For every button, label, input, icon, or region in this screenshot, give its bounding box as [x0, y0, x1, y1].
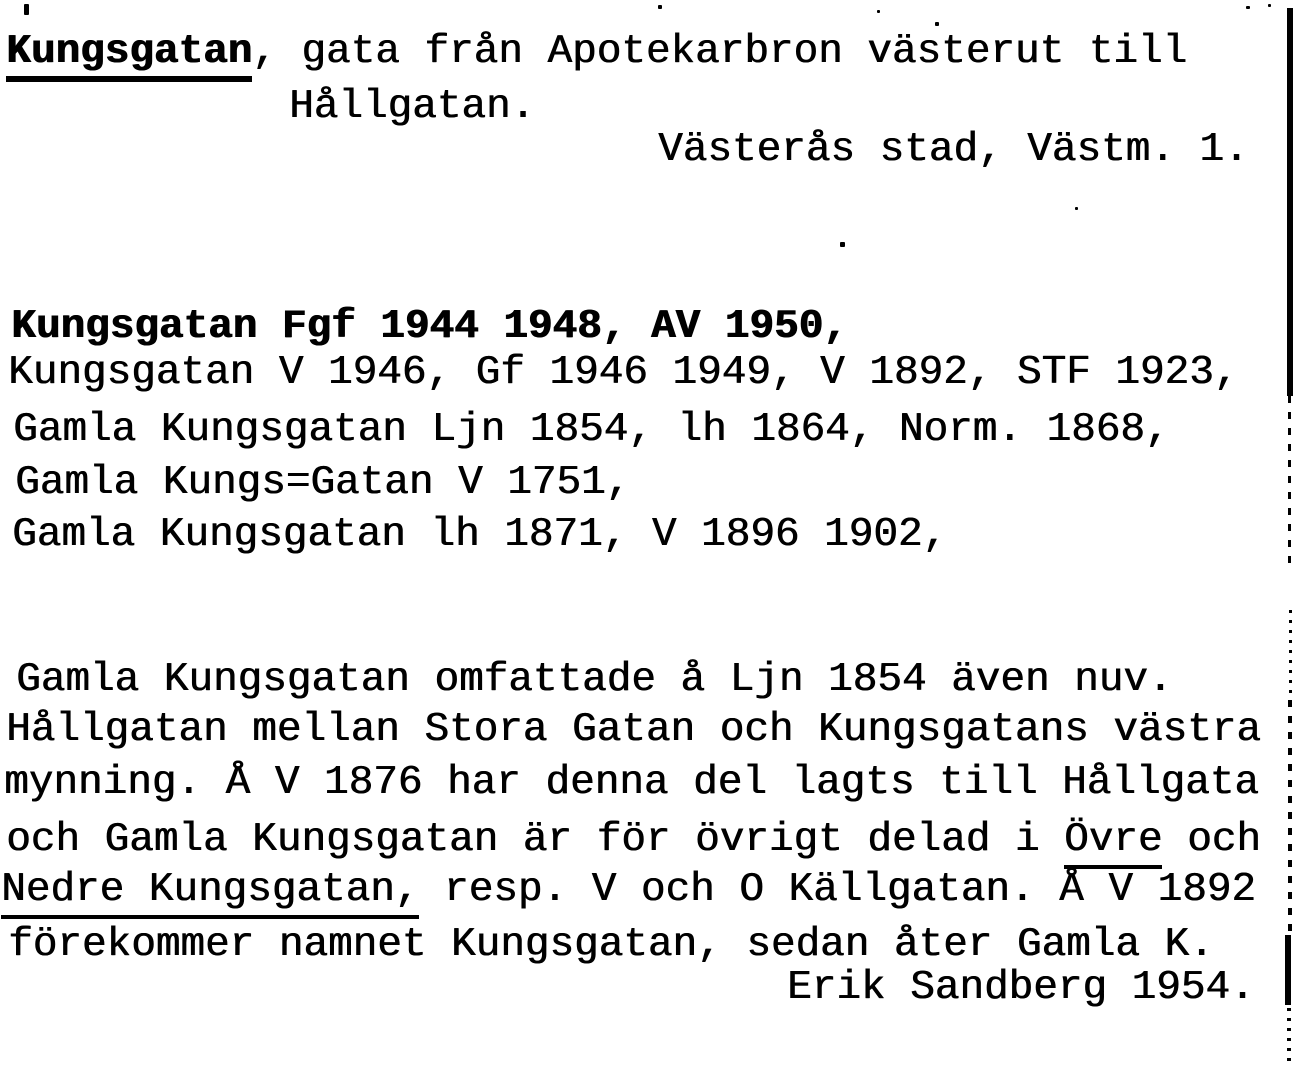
note-line-4 [6, 816, 1261, 864]
scan-speck [24, 4, 29, 15]
note-line-4-underlined: Övre [1064, 817, 1162, 869]
entry-title: Kungsgatan [6, 29, 252, 82]
note-line-6: förekommer namnet Kungsgatan, sedan åter Gamla K. [8, 922, 1214, 968]
header-line-2: Hållgatan. [289, 84, 536, 130]
scan-speck [840, 242, 845, 247]
card-edge-line-upper-dashes [1288, 396, 1291, 566]
note-line-1: Gamla Kungsgatan omfattade å Ljn 1854 även nuv. [16, 657, 1173, 703]
name-form-line-4: Gamla Kungs=Gatan V 1751, [15, 460, 631, 506]
note-line-3: mynning. Å V 1876 har denna del lagts till Hållgata [4, 760, 1259, 806]
scan-speck [1268, 4, 1271, 7]
scan-speck [877, 10, 880, 13]
note-line-5 [1, 866, 1256, 914]
signature: Erik Sandberg 1954. [787, 965, 1255, 1011]
card-edge-line-lower-dashes [1288, 700, 1292, 935]
note-line-4-post: och [1162, 817, 1261, 863]
scan-speck [935, 22, 939, 26]
card-edge-line-bottom-dots [1287, 1008, 1291, 1063]
scan-speck [1075, 207, 1078, 210]
entry-title-suffix: , gata från Apotekarbron västerut till [252, 29, 1187, 75]
header-location: Västerås stad, Västm. 1. [658, 127, 1249, 173]
note-line-5-underlined: Nedre Kungsgatan, [1, 867, 419, 919]
card-edge-line-bottom [1285, 935, 1291, 1005]
name-form-line-3: Gamla Kungsgatan Ljn 1854, lh 1864, Norm. 1868, [13, 407, 1170, 453]
name-form-line-2: Kungsgatan V 1946, Gf 1946 1949, V 1892, STF 1923, [8, 350, 1239, 396]
card-edge-line-top [1287, 8, 1293, 396]
header-line-1 [6, 28, 1187, 76]
name-form-line-1: Kungsgatan Fgf 1944 1948, AV 1950, [11, 304, 848, 350]
card-edge-line-dots [1289, 610, 1292, 700]
scan-speck [1246, 6, 1250, 9]
note-line-2: Hållgatan mellan Stora Gatan och Kungsgatans västra [6, 707, 1261, 753]
name-form-line-5: Gamla Kungsgatan lh 1871, V 1896 1902, [12, 512, 947, 558]
note-line-4-pre: och Gamla Kungsgatan är för övrigt delad i [6, 817, 1064, 863]
scan-speck [658, 5, 662, 9]
note-line-5-post: resp. V och O Källgatan. Å V 1892 [419, 867, 1256, 913]
